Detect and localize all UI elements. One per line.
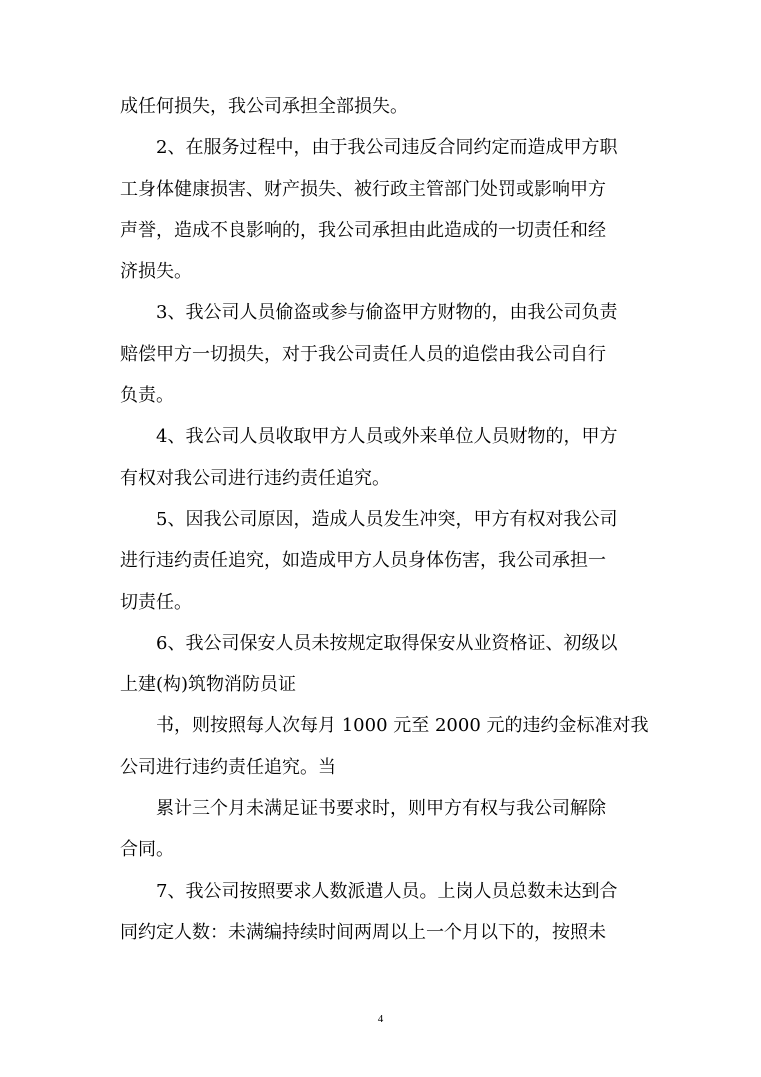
- text-line: 合同。: [120, 839, 174, 861]
- text-line: 有权对我公司进行违约责任追究。: [120, 467, 390, 489]
- text-line: 赔偿甲方一切损失，对于我公司责任人员的追偿由我公司自行: [120, 343, 606, 365]
- text-line: 声誉，造成不良影响的，我公司承担由此造成的一切责任和经: [120, 219, 606, 241]
- text-line: 5、因我公司原因，造成人员发生冲突，甲方有权对我公司: [156, 508, 618, 530]
- text-line: 公司进行违约责任追究。当: [120, 756, 336, 778]
- text-line: 书，则按照每人次每月 1000 元至 2000 元的违约金标准对我: [156, 715, 649, 737]
- text-line: 6、我公司保安人员未按规定取得保安从业资格证、初级以: [156, 632, 618, 654]
- text-line: 切责任。: [120, 591, 192, 613]
- text-line: 负责。: [120, 385, 174, 407]
- text-line: 进行违约责任追究，如造成甲方人员身体伤害，我公司承担一: [120, 550, 606, 572]
- text-line: 成任何损失，我公司承担全部损失。: [120, 96, 408, 117]
- text-line: 累计三个月未满足证书要求时，则甲方有权与我公司解除: [156, 798, 606, 820]
- text-line: 工身体健康损害、财产损失、被行政主管部门处罚或影响甲方: [120, 178, 606, 200]
- text-line: 2、在服务过程中，由于我公司违反合同约定而造成甲方职: [156, 137, 618, 159]
- page-number: 4: [377, 1013, 384, 1025]
- text-line: 同约定人数：未满编持续时间两周以上一个月以下的，按照未: [120, 921, 606, 943]
- text-line: 7、我公司按照要求人数派遣人员。上岗人员总数未达到合: [156, 880, 618, 902]
- text-line: 上建(构)筑物消防员证: [120, 674, 297, 696]
- body-text: [120, 86, 650, 953]
- text-line: 济损失。: [120, 261, 192, 283]
- text-line: 4、我公司人员收取甲方人员或外来单位人员财物的，甲方: [156, 426, 618, 448]
- text-line: 3、我公司人员偷盗或参与偷盗甲方财物的，由我公司负责: [156, 302, 618, 324]
